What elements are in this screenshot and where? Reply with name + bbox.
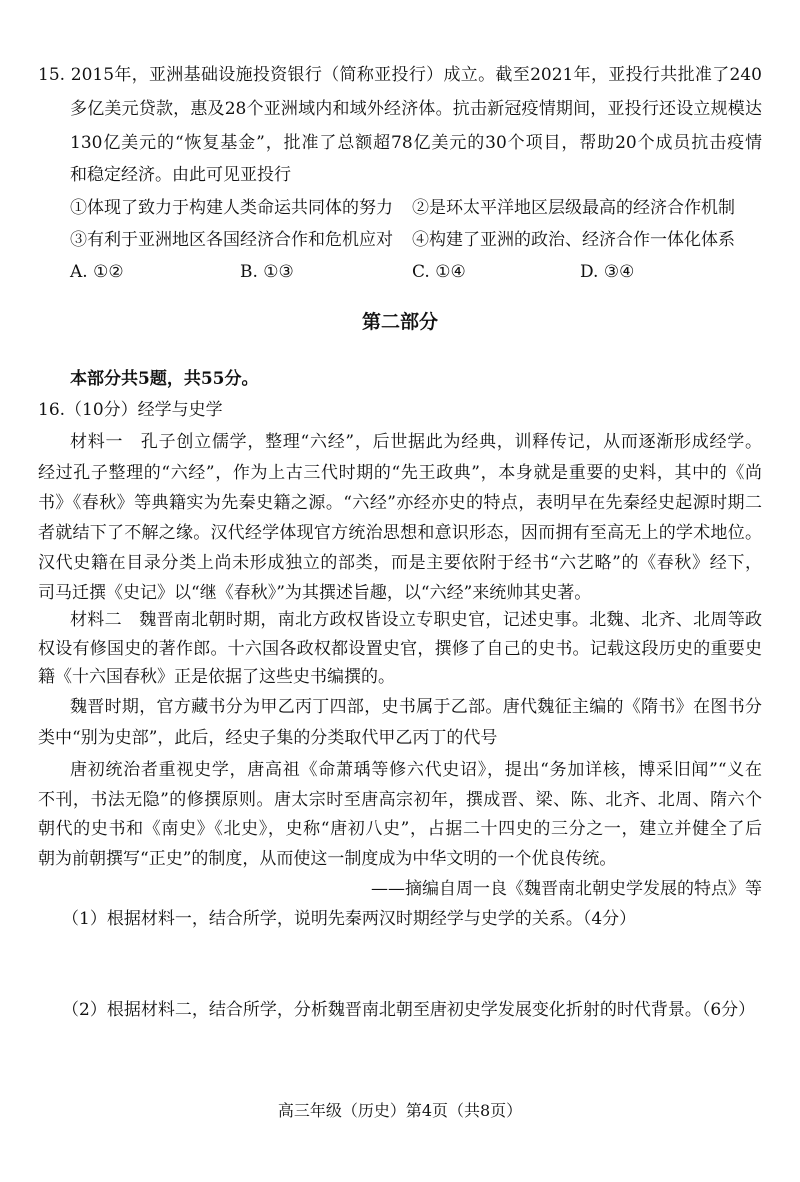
material-line: 朝为前朝撰写“正史”的制度，从而使这一制度成为中华文明的一个优良传统。	[38, 849, 617, 869]
page-footer: 高三年级（历史）第4页（共8页）	[277, 1101, 523, 1120]
part-intro: 本部分共5题，共55分。	[70, 369, 259, 389]
material-line: 唐初统治者重视史学，唐高祖《命萧瑀等修六代史诏》，提出“务加详核，博采旧闻”“义在	[70, 760, 762, 780]
material-line: 经过孔子整理的“六经”，作为上古三代时期的“先王政典”，本身就是重要的史料，其中的《尚	[38, 463, 762, 483]
material-line: 类中“别为史部”，此后，经史子集的分类取代甲乙丙丁的代号	[38, 728, 498, 748]
q15-line: 多亿美元贷款，惠及28个亚洲域内和域外经济体。抗击新冠疫情期间，亚投行还设立规模达	[70, 99, 762, 119]
q15-line: 130亿美元的“恢复基金”，批准了总额超78亿美元的30个项目，帮助20个成员抗击疫情	[70, 133, 762, 153]
option-d: D. ③④	[580, 262, 635, 282]
part-title: 第二部分	[361, 311, 438, 333]
material-line: 魏晋时期，官方藏书分为甲乙丙丁四部，史书属于乙部。唐代魏征主编的《隋书》在图书分	[70, 697, 762, 717]
option-c: C. ①④	[412, 262, 466, 282]
material-line: 者就结下了不解之缘。汉代经学体现官方统治思想和意识形态，因而拥有至高无上的学术地位。	[38, 523, 762, 543]
q15-line: 15. 2015年，亚洲基础设施投资银行（简称亚投行）成立。截至2021年，亚投行共批准了240	[38, 65, 762, 85]
q16-heading: 16.（10分）经学与史学	[38, 400, 223, 420]
material-line: 权设有修国史的著作郎。十六国各政权都设置史官，撰修了自己的史书。记载这段历史的重要史	[38, 639, 762, 659]
sub-question-1: （1）根据材料一，结合所学，说明先秦两汉时期经学与史学的关系。（4分）	[62, 909, 637, 929]
sub-question-2: （2）根据材料二，结合所学，分析魏晋南北朝至唐初史学发展变化折射的时代背景。（6分）	[62, 1000, 756, 1020]
source-citation: ——摘编自周一良《魏晋南北朝史学发展的特点》等	[371, 879, 762, 899]
material-line: 朝代的史书和《南史》《北史》，史称“唐初八史”，占据二十四史的三分之一，建立并健全了后	[38, 819, 762, 839]
statement-2: ②是环太平洋地区层级最高的经济合作机制	[412, 198, 735, 218]
option-b: B. ①③	[240, 262, 294, 282]
material-line: 籍《十六国春秋》正是依据了这些史书编撰的。	[38, 667, 395, 687]
material-line: 材料二 魏晋南北朝时期，南北方政权皆设立专职史官，记述史事。北魏、北齐、北周等政	[70, 610, 762, 630]
material-line: 司马迁撰《史记》以“继《春秋》”为其撰述旨趣，以“六经”来统帅其史著。	[38, 583, 592, 603]
statement-1: ①体现了致力于构建人类命运共同体的努力	[70, 198, 393, 218]
q15-line: 和稳定经济。由此可见亚投行	[70, 165, 291, 185]
statement-4: ④构建了亚洲的政治、经济合作一体化体系	[412, 230, 735, 250]
material-line: 汉代史籍在目录分类上尚未形成独立的部类，而是主要依附于经书“六艺略”的《春秋》经下，	[38, 553, 762, 573]
material-line: 书》《春秋》等典籍实为先秦史籍之源。“六经”亦经亦史的特点，表明早在先秦经史起源时期二	[38, 493, 762, 513]
material-line: 材料一 孔子创立儒学，整理“六经”，后世据此为经典，训释传记，从而逐渐形成经学。	[70, 432, 762, 452]
statement-3: ③有利于亚洲地区各国经济合作和危机应对	[70, 230, 393, 250]
option-a: A. ①②	[70, 262, 124, 282]
material-line: 不刊，书法无隐”的修撰原则。唐太宗时至唐高宗初年，撰成晋、梁、陈、北齐、北周、隋六个	[38, 790, 762, 810]
